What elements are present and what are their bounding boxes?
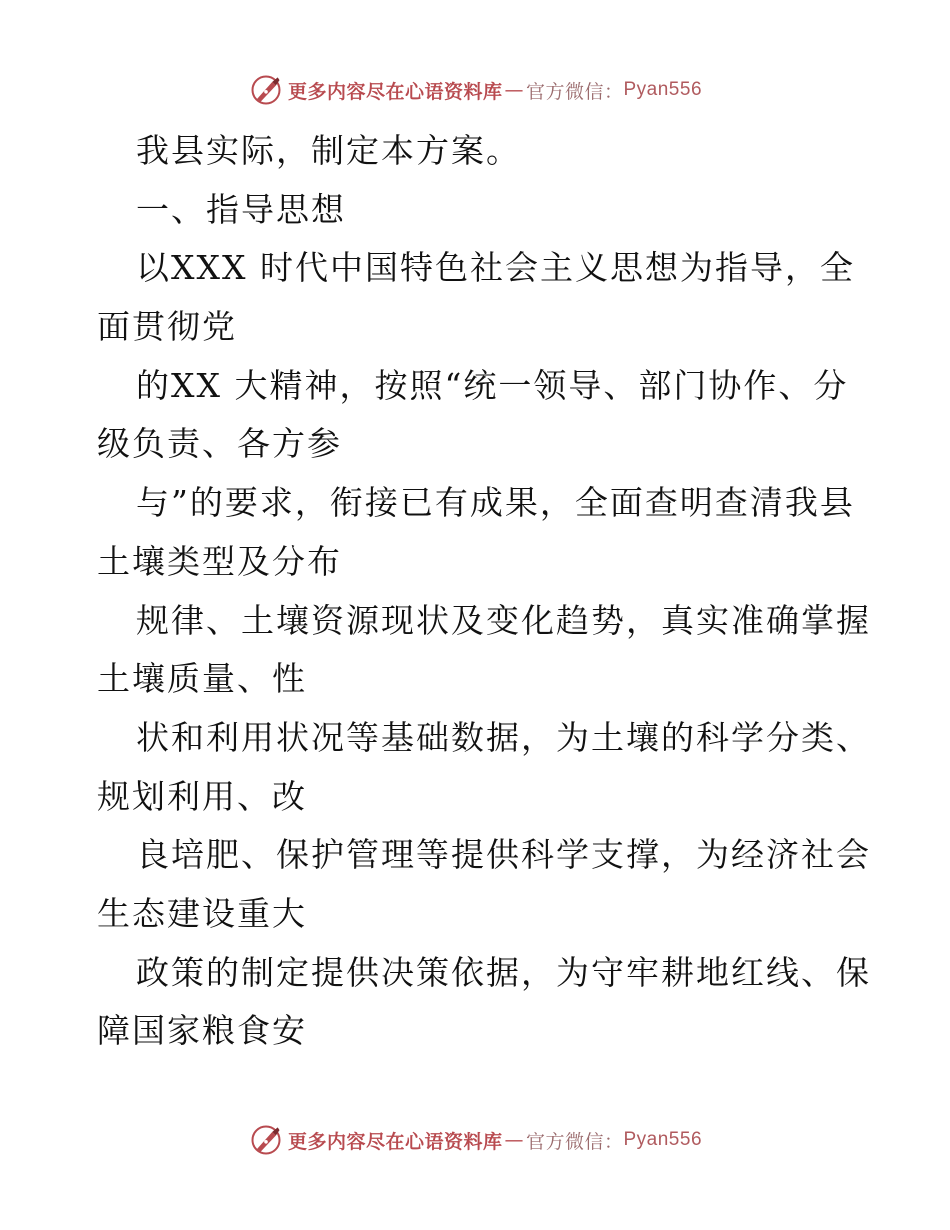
text-line: 规律、土壤资源现状及变化趋势，真实准确掌握 [136, 600, 871, 640]
banner-dash: — [504, 1129, 524, 1151]
text-line: 级负责、各方参 [97, 424, 342, 464]
pen-nib-logo-icon [248, 72, 284, 108]
text-line: 土壤质量、性 [97, 659, 307, 699]
banner-wechat-id: Pyan556 [623, 1129, 703, 1150]
text-line: 规划利用、改 [97, 776, 307, 816]
text-line: 面贯彻党 [97, 307, 237, 347]
banner-wechat-label: 官方微信： [525, 1130, 624, 1153]
banner-dash: — [504, 79, 524, 101]
text-line: 一、指导思想 [136, 189, 346, 229]
text-line: 状和利用状况等基础数据，为土壤的科学分类、 [136, 717, 871, 757]
banner-wechat-id: Pyan556 [623, 79, 703, 100]
text-line: 与”的要求，衔接已有成果，全面查明查清我县 [136, 483, 855, 523]
text-line: 的XX 大精神，按照“统一领导、部门协作、分 [136, 365, 849, 405]
text-line: 政策的制定提供决策依据，为守牢耕地红线、保 [136, 952, 871, 992]
pen-nib-logo-icon [248, 1122, 284, 1158]
banner-lead-text: 更多内容尽在心语资料库 [287, 80, 503, 103]
banner-wechat-label: 官方微信： [525, 80, 624, 103]
footer-banner [0, 1120, 950, 1160]
text-line: 障国家粮食安 [97, 1011, 307, 1051]
document-body [97, 122, 871, 1061]
text-line: 我县实际，制定本方案。 [136, 131, 521, 170]
text-line: 良培肥、保护管理等提供科学支撑，为经济社会 [136, 835, 871, 875]
header-banner [0, 70, 950, 110]
text-line: 生态建设重大 [97, 893, 307, 933]
text-line: 土壤类型及分布 [97, 541, 342, 581]
text-line: 以XXX 时代中国特色社会主义思想为指导，全 [136, 248, 855, 288]
banner-lead-text: 更多内容尽在心语资料库 [287, 1130, 503, 1153]
